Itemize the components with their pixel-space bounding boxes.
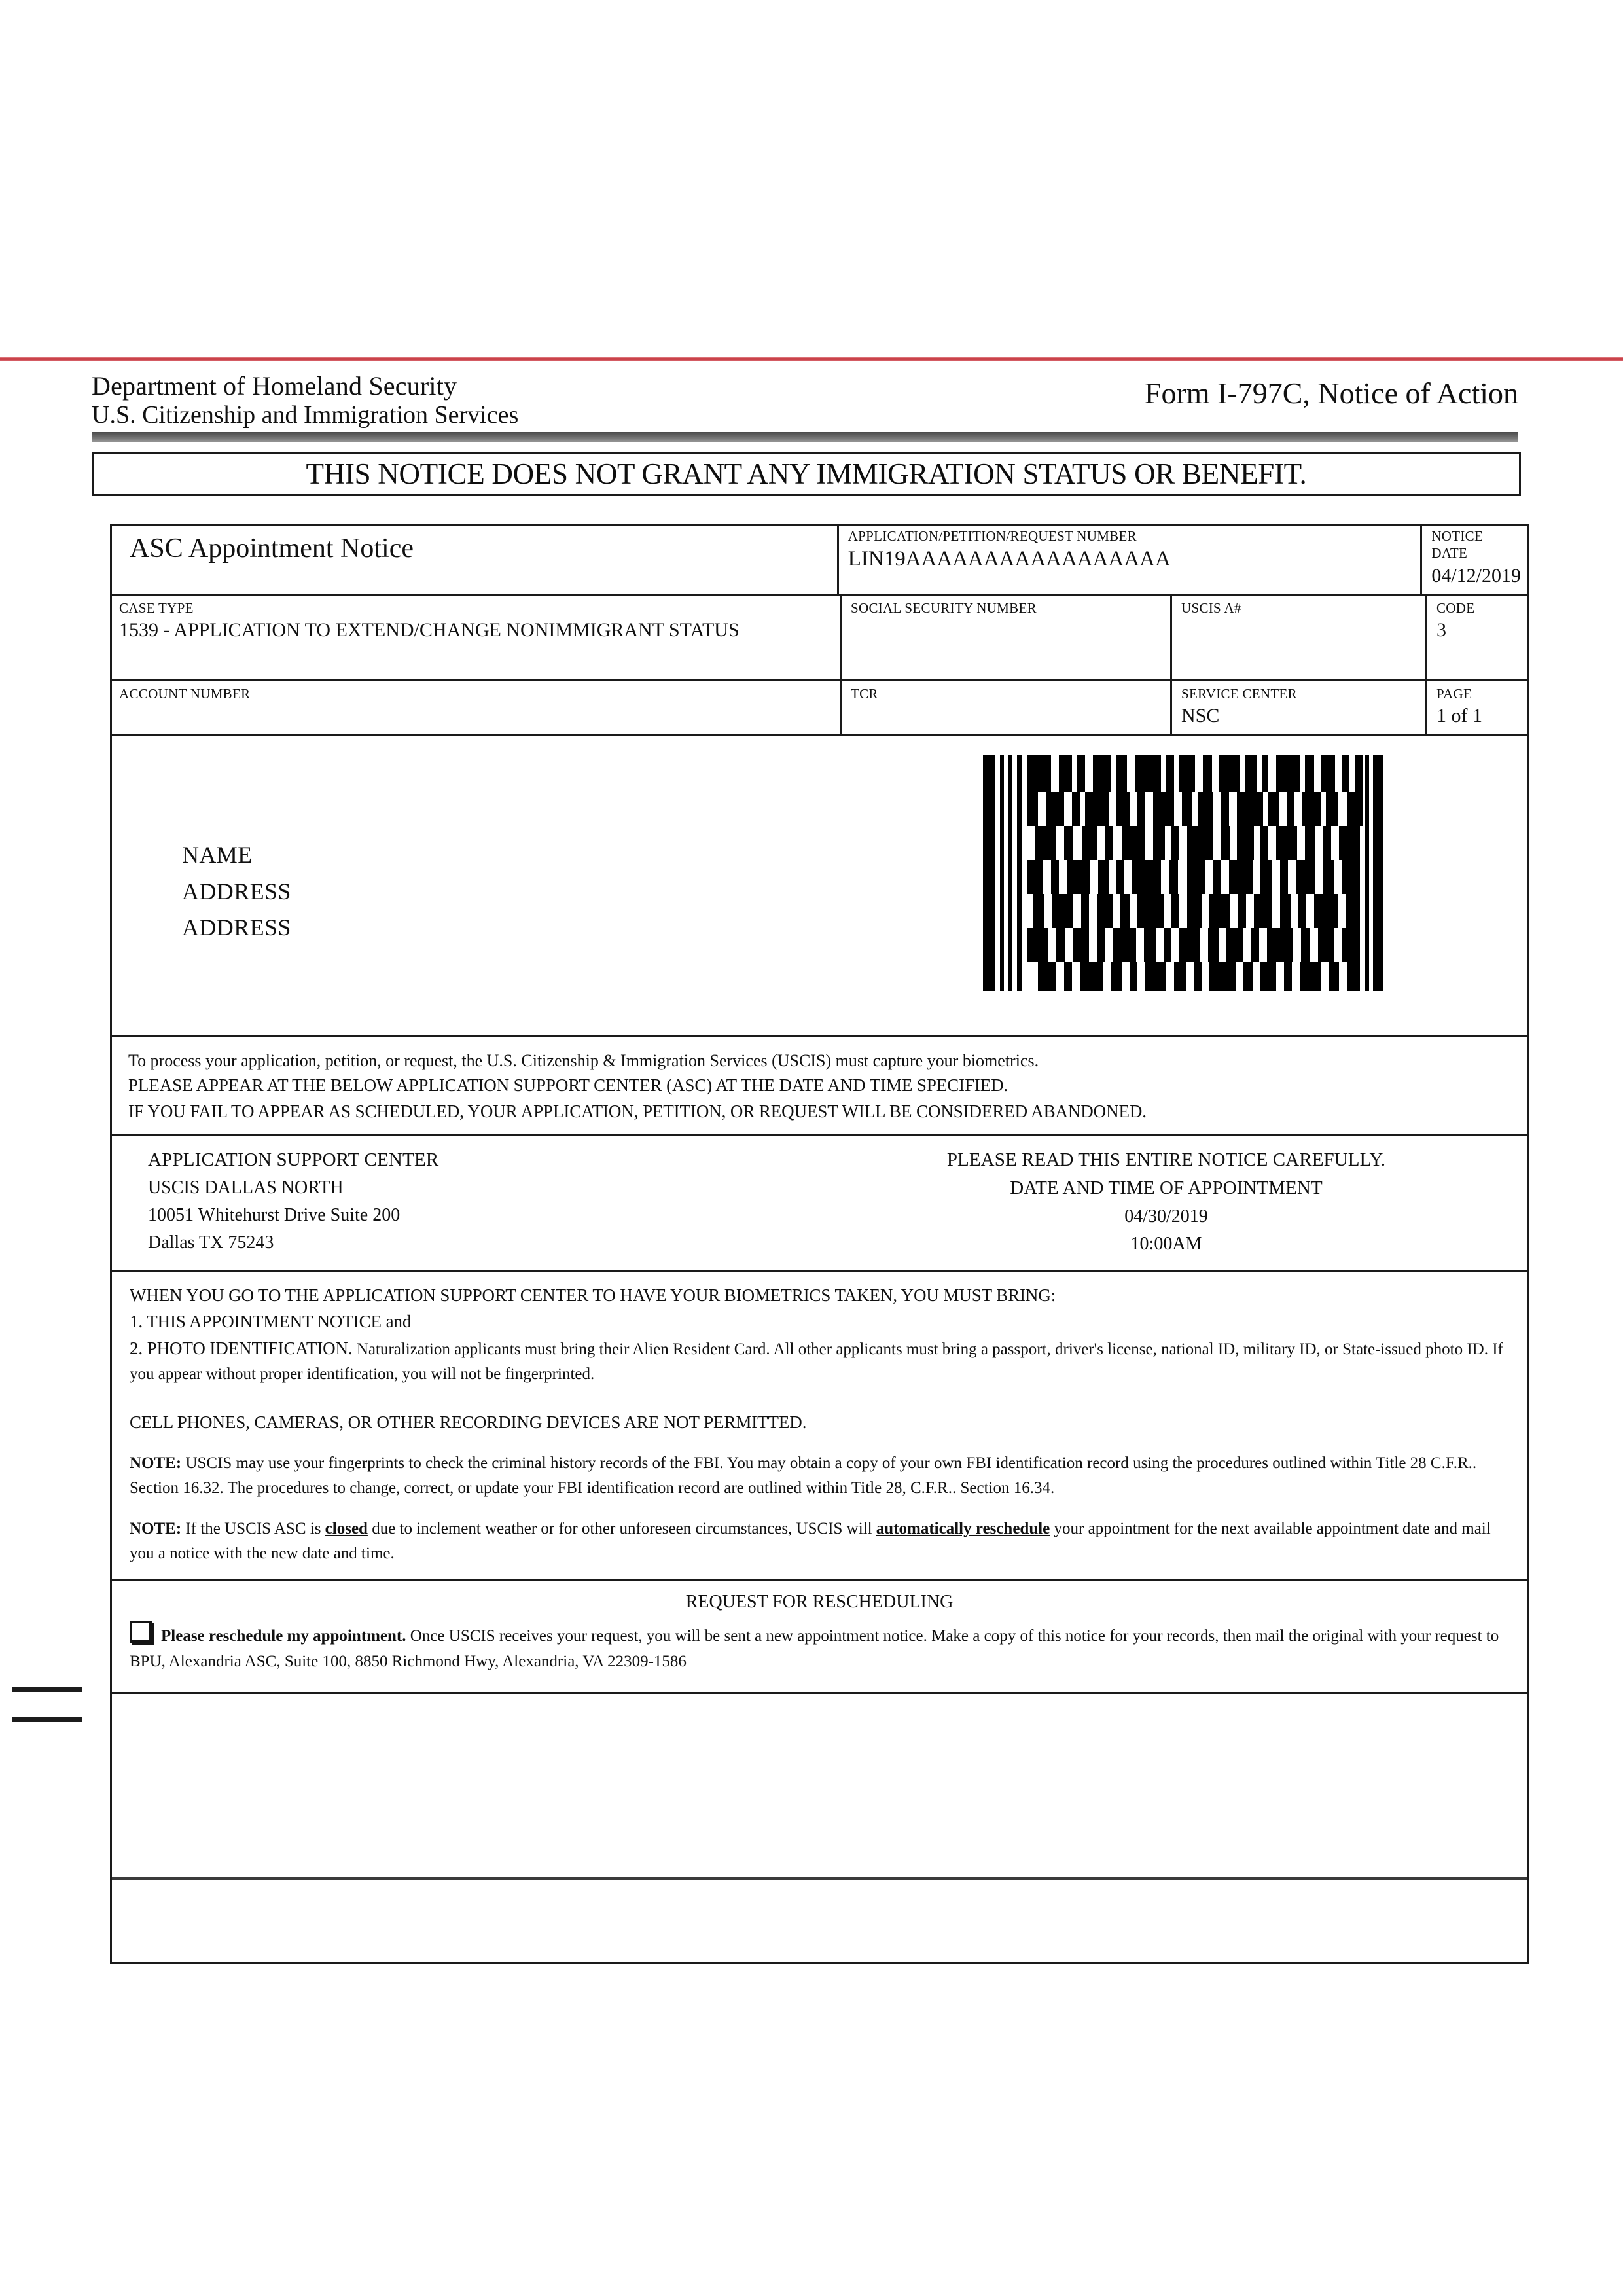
- spacer-3: [130, 1501, 1509, 1516]
- addressee-name: NAME: [182, 841, 253, 868]
- agency-name-line2: U.S. Citizenship and Immigration Services: [92, 401, 519, 429]
- notice-date-value: 04/12/2019: [1431, 564, 1521, 586]
- note-2-part-1: If the USCIS ASC is: [181, 1520, 325, 1538]
- addressee-and-barcode-row: [110, 736, 1529, 1037]
- reschedule-body: [110, 1621, 1529, 1692]
- appointment-heading: DATE AND TIME OF APPOINTMENT: [1010, 1177, 1323, 1199]
- note-2-label: NOTE:: [130, 1520, 182, 1538]
- ssn-label: SOCIAL SECURITY NUMBER: [851, 600, 1037, 616]
- asc-and-appointment-row: [110, 1136, 1529, 1272]
- notice-info-grid: [110, 524, 1529, 1694]
- reschedule-heading: REQUEST FOR RESCHEDULING: [685, 1592, 954, 1613]
- case-type-cell: [110, 596, 840, 679]
- info-row-1: [110, 524, 1529, 596]
- info-row-2: [110, 596, 1529, 681]
- code-label: CODE: [1436, 600, 1475, 616]
- form-title: Form I-797C, Notice of Action: [1144, 376, 1518, 410]
- read-carefully-notice: PLEASE READ THIS ENTIRE NOTICE CAREFULLY.: [946, 1149, 1386, 1170]
- addressee-address-line2: ADDRESS: [182, 914, 291, 941]
- appointment-time: 10:00AM: [1130, 1233, 1202, 1254]
- page-number-value: 1 of 1: [1436, 704, 1482, 726]
- bring-item-2-bold: 2. PHOTO IDENTIFICATION.: [130, 1338, 353, 1358]
- status-banner-text: THIS NOTICE DOES NOT GRANT ANY IMMIGRATION STATUS OR BENEFIT.: [306, 457, 1307, 490]
- biometrics-intro: [110, 1037, 1529, 1136]
- spacer-1: [130, 1387, 1509, 1409]
- intro-line-3: IF YOU FAIL TO APPEAR AS SCHEDULED, YOUR APPLICATION, PETITION, OR REQUEST WILL BE CONSIDERED ABANDONED.: [128, 1101, 1147, 1121]
- notice-date-cell: [1420, 524, 1529, 594]
- tcr-cell: [840, 681, 1170, 734]
- ssn-cell: [840, 596, 1170, 679]
- asc-name: USCIS DALLAS NORTH: [148, 1177, 344, 1198]
- masthead-divider-bar: [92, 432, 1518, 442]
- asc-appointment-notice-cell: [110, 524, 837, 594]
- note-2-part-2: due to inclement weather or for other unforeseen circumstances, USCIS will: [367, 1520, 876, 1538]
- agency-name-line1: Department of Homeland Security: [92, 371, 457, 401]
- bring-item-1: [130, 1308, 1509, 1335]
- uscis-a-number-cell: [1170, 596, 1425, 679]
- asc-heading: APPLICATION SUPPORT CENTER: [148, 1149, 439, 1170]
- note-fbi-records: [130, 1451, 1509, 1501]
- addressee-block: [182, 837, 291, 946]
- case-type-value: 1539 - APPLICATION TO EXTEND/CHANGE NONIMMIGRANT STATUS: [119, 619, 740, 641]
- code-cell: [1425, 596, 1529, 679]
- spacer-2: [130, 1435, 1509, 1451]
- bottom-section-rule: [112, 1877, 1527, 1880]
- reschedule-checkbox-label[interactable]: Please reschedule my appointment.: [161, 1627, 406, 1645]
- notice-type-title: ASC Appointment Notice: [130, 533, 414, 564]
- bring-item-2: [130, 1335, 1509, 1387]
- bring-item-1-tail: and: [381, 1312, 412, 1332]
- tcr-label: TCR: [851, 685, 878, 702]
- page-number-cell: [1425, 681, 1529, 734]
- scan-tick-mark-1: [12, 1687, 82, 1692]
- bring-item-2-body: Naturalization applicants must bring their Alien Resident Card. All other applicants must bring a passport, driver's license, national ID, military ID, or State-issued photo ID. If you appear without proper identification, you will not be fingerprinted.: [130, 1340, 1503, 1383]
- case-type-label: CASE TYPE: [119, 600, 194, 616]
- application-support-center-block: [110, 1146, 804, 1258]
- note-1-body: USCIS may use your fingerprints to check the criminal history records of the FBI. You may obtain a copy of your own FBI identification record using the procedures outlined within Title 28 C.F.R.. Section 16.32. The procedures to change, correct, or update your FBI identification record are outlined within Title 28, C.F.R.. Section 16.34.: [130, 1454, 1477, 1498]
- bring-item-1-bold: 1. THIS APPOINTMENT NOTICE: [130, 1312, 382, 1332]
- addressee-address-line1: ADDRESS: [182, 878, 291, 905]
- uscis-a-number-label: USCIS A#: [1181, 600, 1241, 616]
- application-number-value: LIN19AAAAAAAAAAAAAAAAA: [847, 547, 1171, 571]
- application-number-cell: [837, 524, 1421, 594]
- service-center-label: SERVICE CENTER: [1181, 685, 1297, 702]
- pdf417-barcode: [980, 755, 1386, 991]
- intro-line-1: To process your application, petition, or request, the U.S. Citizenship & Immigration Services (USCIS) must capture your biometrics.: [128, 1050, 1039, 1070]
- notice-date-label: NOTICE DATE: [1431, 528, 1484, 562]
- application-number-label: APPLICATION/PETITION/REQUEST NUMBER: [847, 528, 1137, 544]
- service-center-cell: [1170, 681, 1425, 734]
- account-number-label: ACCOUNT NUMBER: [119, 685, 251, 702]
- top-red-rule: [0, 357, 1623, 361]
- asc-city-state-zip: Dallas TX 75243: [148, 1232, 274, 1253]
- note-2-closed-emphasis: closed: [325, 1520, 368, 1538]
- asc-street: 10051 Whitehurst Drive Suite 200: [148, 1205, 401, 1226]
- code-value: 3: [1436, 619, 1446, 641]
- note-asc-closed: [130, 1516, 1509, 1566]
- service-center-value: NSC: [1181, 704, 1220, 726]
- page-number-label: PAGE: [1436, 685, 1472, 702]
- note-1-label: NOTE:: [130, 1454, 182, 1473]
- empty-checkbox-icon[interactable]: [130, 1621, 152, 1643]
- note-2-reschedule-emphasis: automatically reschedule: [876, 1520, 1050, 1538]
- reschedule-instructions-text: Once USCIS receives your request, you will be sent a new appointment notice. Make a copy of this notice for your records, then mail the original with your request to BPU, Alexandria ASC, Suite 100, 8850 Richmond Hwy, Alexandria, VA 22309-1586: [130, 1627, 1499, 1670]
- intro-line-2: PLEASE APPEAR AT THE BELOW APPLICATION SUPPORT CENTER (ASC) AT THE DATE AND TIME SPECIFIED.: [128, 1075, 1008, 1096]
- bring-heading: WHEN YOU GO TO THE APPLICATION SUPPORT CENTER TO HAVE YOUR BIOMETRICS TAKEN, YOU MUST BRING:: [130, 1285, 1056, 1305]
- reschedule-section: [110, 1581, 1529, 1694]
- instructions-section: [110, 1272, 1529, 1582]
- account-number-cell: [110, 681, 840, 734]
- appointment-block: [804, 1146, 1529, 1258]
- appointment-date: 04/30/2019: [1124, 1206, 1208, 1227]
- note-2-part-3: your appointment for the next available appointment date and mail you a notice with the new date and time.: [130, 1520, 1491, 1563]
- masthead: [92, 372, 1518, 429]
- scan-tick-mark-2: [12, 1717, 82, 1722]
- info-row-3: [110, 681, 1529, 736]
- status-banner: [92, 452, 1521, 496]
- no-recording-devices-notice: CELL PHONES, CAMERAS, OR OTHER RECORDING DEVICES ARE NOT PERMITTED.: [130, 1412, 807, 1432]
